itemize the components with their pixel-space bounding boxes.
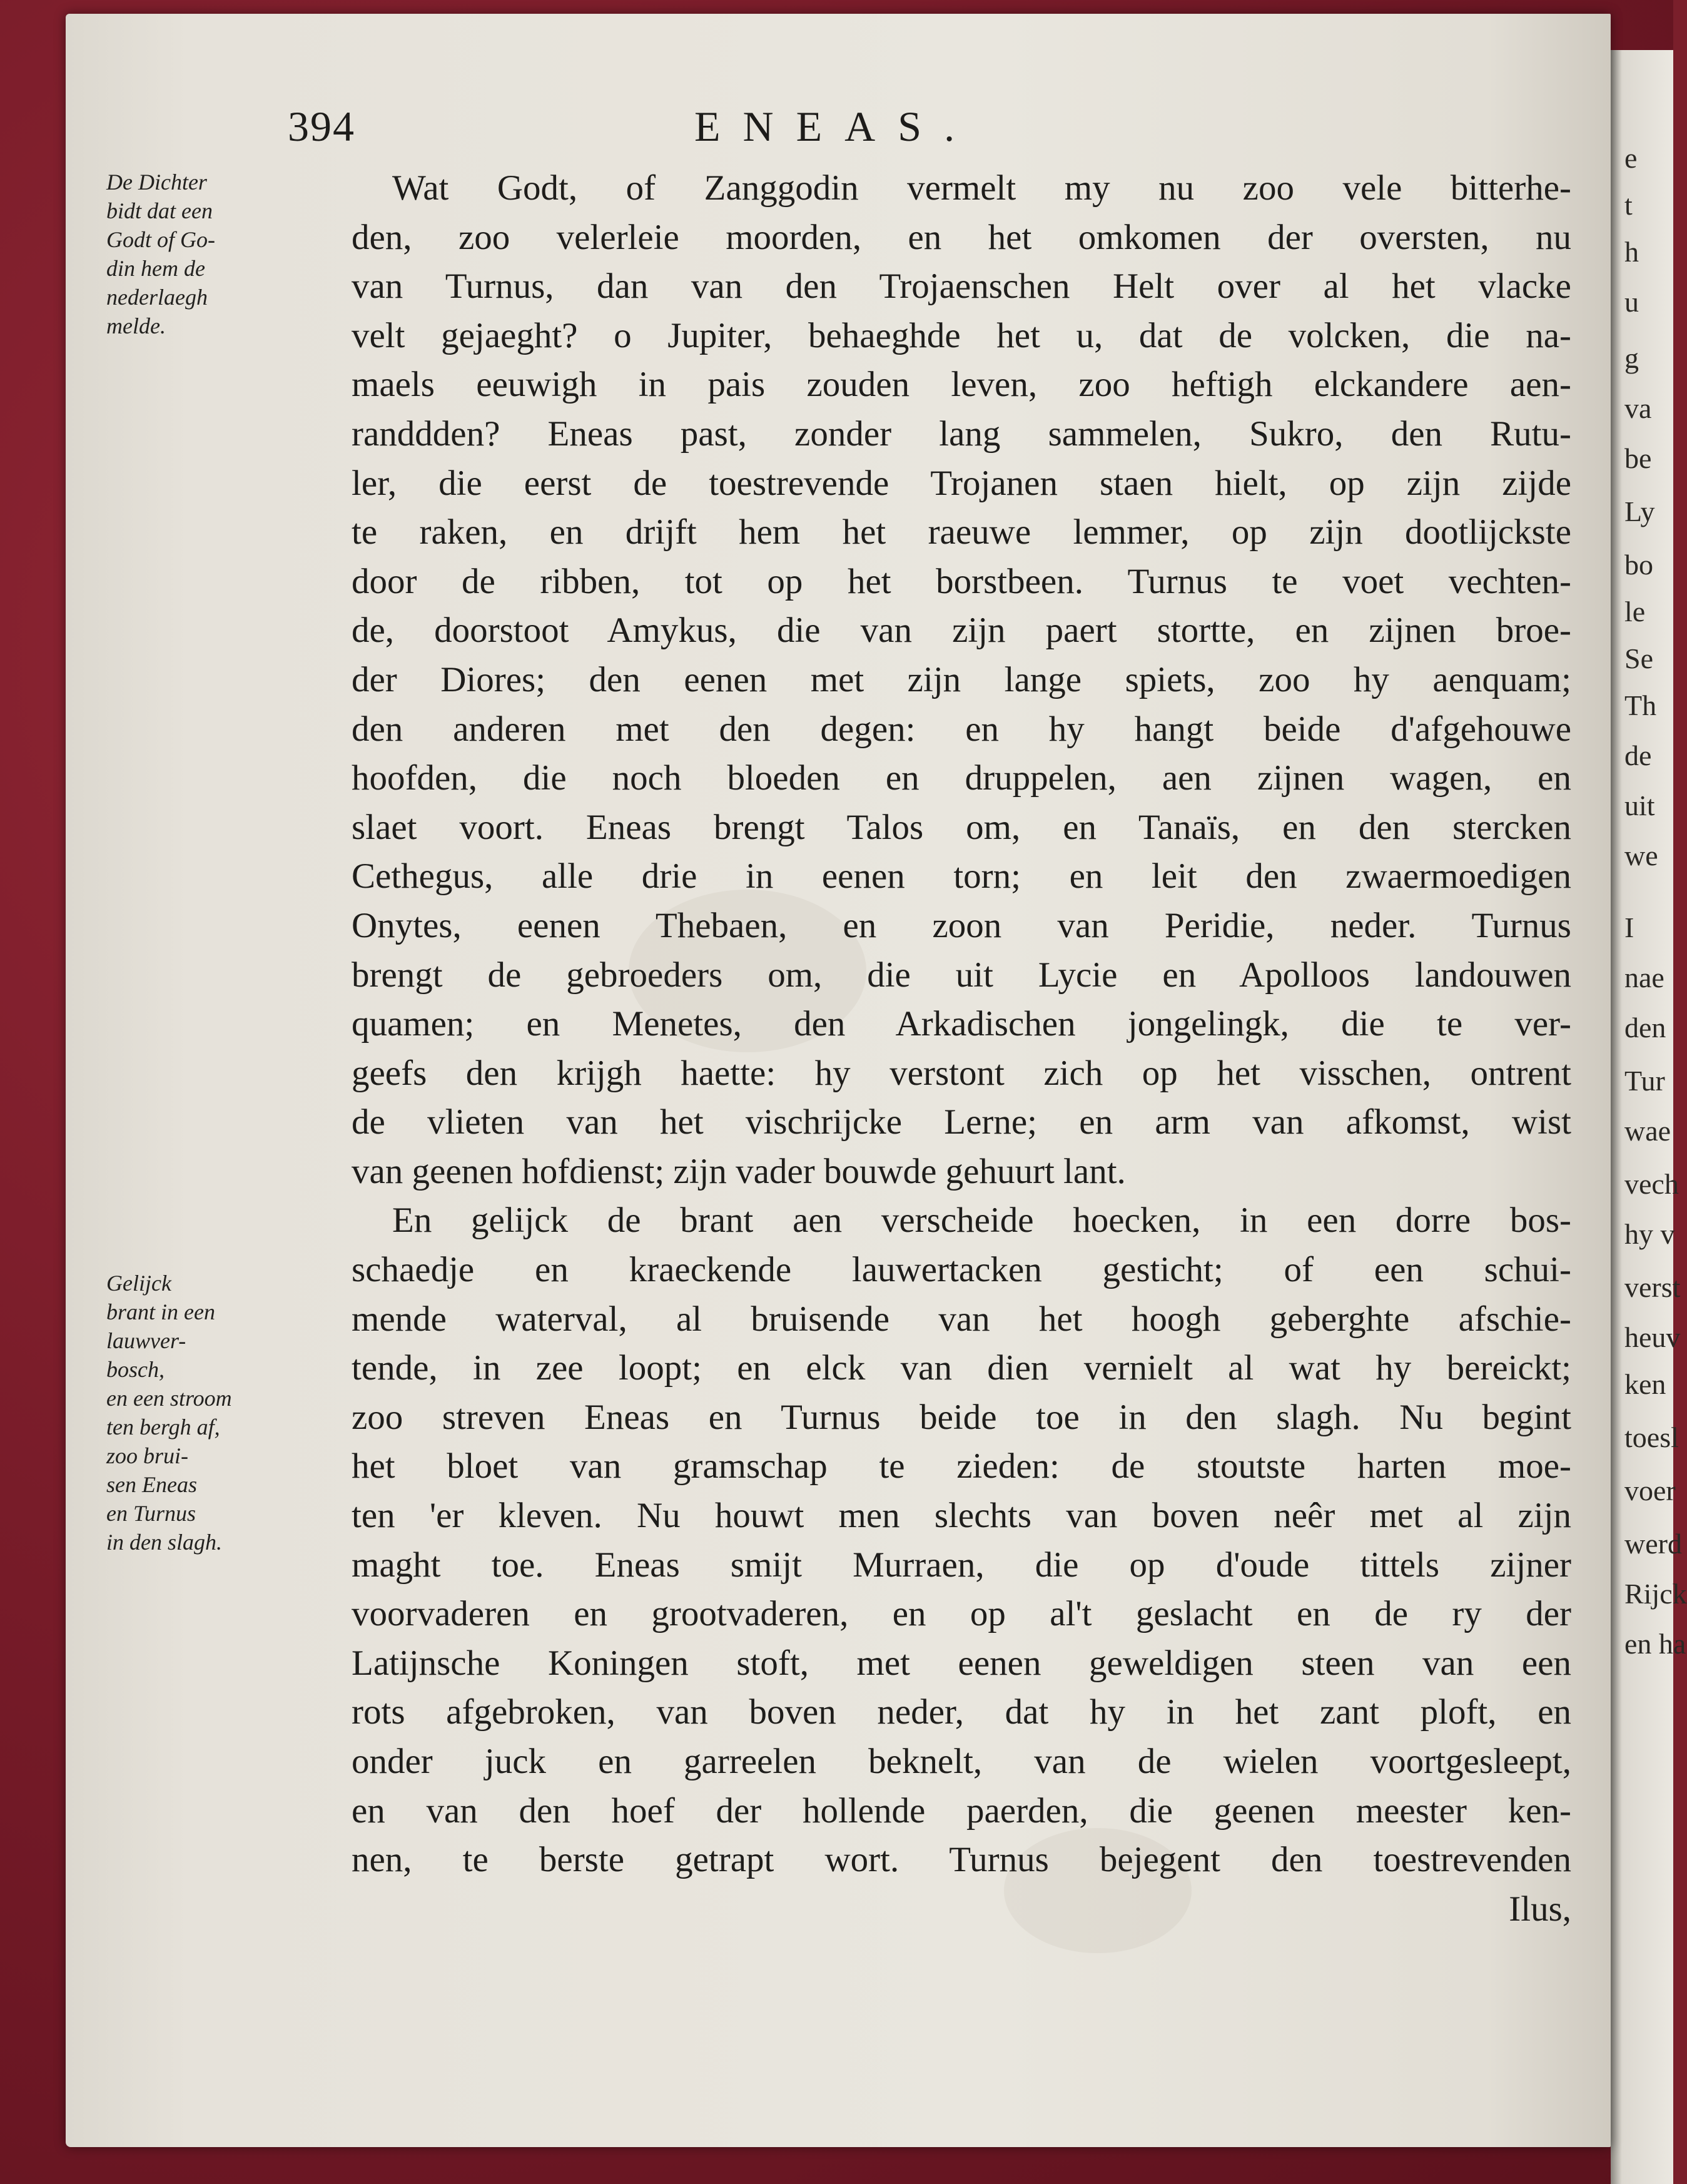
margin-note-line: en een stroom bbox=[106, 1386, 232, 1411]
text-line: de, doorstoot Amykus, die van zijn paert stortte, en zijnen broe- bbox=[352, 611, 1571, 651]
margin-note-line: sen Eneas bbox=[106, 1472, 197, 1497]
text-line: het bloet van gramschap te zieden: de stoutste harten moe- bbox=[352, 1446, 1571, 1486]
text-line: en van den hoef der hollende paerden, die geenen meester ken- bbox=[352, 1790, 1571, 1831]
next-page-text-fragment: verst bbox=[1624, 1271, 1681, 1303]
adjacent-page-edge bbox=[1611, 50, 1687, 2184]
text-line: randdden? Eneas past, zonder lang sammelen, Sukro, den Rutu- bbox=[352, 414, 1571, 454]
next-page-text-fragment: de bbox=[1624, 739, 1652, 771]
text-line: der Diores; den eenen met zijn lange spiets, zoo hy aenquam; bbox=[352, 659, 1571, 699]
text-line: door de ribben, tot op het borstbeen. Turnus te voet vechten- bbox=[352, 561, 1571, 601]
text-line: Cethegus, alle drie in eenen torn; en leit den zwaermoedigen bbox=[352, 856, 1571, 896]
text-line: maght toe. Eneas smijt Murraen, die op d'oude tittels zijner bbox=[352, 1545, 1571, 1585]
text-line: den, zoo velerleie moorden, en het omkomen der oversten, nu bbox=[352, 217, 1571, 257]
text-line: onder juck en garreelen beknelt, van de wielen voortgesleept, bbox=[352, 1742, 1571, 1781]
text-line: schaedje en kraeckende lauwertacken gesticht; of een schui- bbox=[352, 1250, 1571, 1290]
page-number: 394 bbox=[288, 103, 355, 150]
running-title: ENEAS. bbox=[694, 103, 978, 150]
next-page-text-fragment: wae bbox=[1624, 1115, 1671, 1147]
margin-note-line: De Dichter bbox=[106, 170, 207, 195]
margin-note-line: lauwver- bbox=[106, 1328, 186, 1353]
next-page-text-fragment: voer bbox=[1624, 1475, 1676, 1506]
text-line: geefs den krijgh haette: hy verstont zich op het visschen, ontrent bbox=[352, 1053, 1571, 1093]
next-page-text-fragment: Ly bbox=[1624, 495, 1655, 527]
next-page-text-fragment: g bbox=[1624, 342, 1639, 374]
text-line: slaet voort. Eneas brengt Talos om, en Tanaïs, en den stercken bbox=[352, 807, 1571, 847]
margin-note-2 bbox=[106, 1269, 357, 1557]
text-line: Onytes, eenen Thebaen, en zoon van Peridie, neder. Turnus bbox=[352, 905, 1571, 945]
text-line: rots afgebroken, van boven neder, dat hy in het zant ploft, en bbox=[352, 1692, 1571, 1732]
text-line: den anderen met den degen: en hy hangt beide d'afgehouwe bbox=[352, 709, 1571, 749]
next-page-text-fragment: werd bbox=[1624, 1528, 1682, 1560]
margin-note-line: in den slagh. bbox=[106, 1530, 222, 1555]
margin-note-1 bbox=[106, 168, 357, 340]
next-page-text-fragment: Se bbox=[1624, 643, 1653, 674]
catchword: Ilus, bbox=[1509, 1889, 1571, 1929]
text-line: ten 'er kleven. Nu houwt men slechts van boven neêr met al zijn bbox=[352, 1496, 1571, 1536]
margin-note-line: din hem de bbox=[106, 256, 205, 281]
text-line: brengt de gebroeders om, die uit Lycie en Apolloos landouwen bbox=[352, 955, 1571, 995]
text-line: velt gejaeght? o Jupiter, behaeghde het u, dat de volcken, die na- bbox=[352, 315, 1571, 355]
next-page-text-fragment: nae bbox=[1624, 962, 1664, 993]
next-page-text-fragment: t bbox=[1624, 189, 1633, 221]
text-line: En gelijck de brant aen verscheide hoecken, in een dorre bos- bbox=[392, 1201, 1571, 1241]
next-page-text-fragment: heuv bbox=[1624, 1321, 1681, 1353]
margin-note-line: Gelijck bbox=[106, 1271, 171, 1296]
paragraph-1 bbox=[352, 164, 1571, 1196]
next-page-text-fragment: Th bbox=[1624, 689, 1657, 721]
next-page-text-fragment: Rijck bbox=[1624, 1578, 1687, 1610]
margin-note-line: en Turnus bbox=[106, 1501, 196, 1526]
next-page-text-fragment: uit bbox=[1624, 790, 1655, 821]
margin-note-line: zoo brui- bbox=[106, 1443, 189, 1468]
next-page-text-fragment: bo bbox=[1624, 549, 1653, 581]
margin-note-line: nederlaegh bbox=[106, 285, 208, 310]
text-line: voorvaderen en grootvaderen, en op al't geslacht en de ry der bbox=[352, 1594, 1571, 1634]
margin-note-line: Godt of Go- bbox=[106, 227, 215, 252]
margin-note-line: bidt dat een bbox=[106, 198, 213, 223]
next-page-text-fragment: en ha bbox=[1624, 1628, 1686, 1660]
next-page-text-fragment: den bbox=[1624, 1012, 1666, 1044]
text-line: te raken, en drijft hem het raeuwe lemmer, op zijn dootlijckste bbox=[352, 512, 1571, 552]
text-line: nen, te berste getrapt wort. Turnus bejegent den toestrevenden bbox=[352, 1840, 1571, 1880]
text-line: hoofden, die noch bloeden en druppelen, aen zijnen wagen, en bbox=[352, 758, 1571, 798]
next-page-text-fragment: h bbox=[1624, 236, 1639, 268]
text-line: ler, die eerst de toestrevende Trojanen staen hielt, op zijn zijde bbox=[352, 463, 1571, 503]
text-line: van geenen hofdienst; zijn vader bouwde gehuurt lant. bbox=[352, 1151, 1126, 1191]
next-page-text-fragment: hy v bbox=[1624, 1218, 1675, 1250]
next-page-text-fragment: le bbox=[1624, 596, 1646, 627]
text-line: van Turnus, dan van den Trojaenschen Helt over al het vlacke bbox=[352, 267, 1571, 307]
margin-note-line: brant in een bbox=[106, 1299, 215, 1324]
next-page-text-fragment: vech bbox=[1624, 1168, 1679, 1200]
margin-note-line: melde. bbox=[106, 313, 166, 338]
text-line: Wat Godt, of Zanggodin vermelt my nu zoo vele bitterhe- bbox=[392, 168, 1571, 208]
next-page-text-fragment: e bbox=[1624, 142, 1638, 174]
next-page-text-fragment: be bbox=[1624, 442, 1652, 474]
text-line: de vlieten van het vischrijcke Lerne; en arm van afkomst, wist bbox=[352, 1102, 1571, 1142]
next-page-text-fragment: we bbox=[1624, 840, 1658, 871]
text-line: tende, in zee loopt; en elck van dien vernielt al wat hy bereickt; bbox=[352, 1348, 1571, 1388]
next-page-text-fragment: u bbox=[1624, 286, 1639, 318]
text-line: zoo streven Eneas en Turnus beide toe in den slagh. Nu begint bbox=[352, 1397, 1571, 1437]
next-page-text-fragment: va bbox=[1624, 392, 1652, 424]
margin-note-line: ten bergh af, bbox=[106, 1415, 220, 1440]
paragraph-2 bbox=[352, 1196, 1571, 1884]
next-page-text-fragment: toesl bbox=[1624, 1421, 1679, 1453]
text-line: Latijnsche Koningen stoft, met eenen geweldigen steen van een bbox=[352, 1643, 1571, 1683]
text-line: maels eeuwigh in pais zouden leven, zoo heftigh elckandere aen- bbox=[352, 365, 1571, 405]
text-line: quamen; en Menetes, den Arkadischen jongelingk, die te ver- bbox=[352, 1004, 1571, 1044]
margin-note-line: bosch, bbox=[106, 1357, 165, 1382]
next-page-text-fragment: ken bbox=[1624, 1368, 1666, 1400]
next-page-text-fragment: Tur bbox=[1624, 1065, 1665, 1097]
body-text bbox=[352, 164, 1571, 1934]
text-line: mende waterval, al bruisende van het hoogh geberghte afschie- bbox=[352, 1299, 1571, 1339]
next-page-text-fragment: I bbox=[1624, 912, 1634, 943]
